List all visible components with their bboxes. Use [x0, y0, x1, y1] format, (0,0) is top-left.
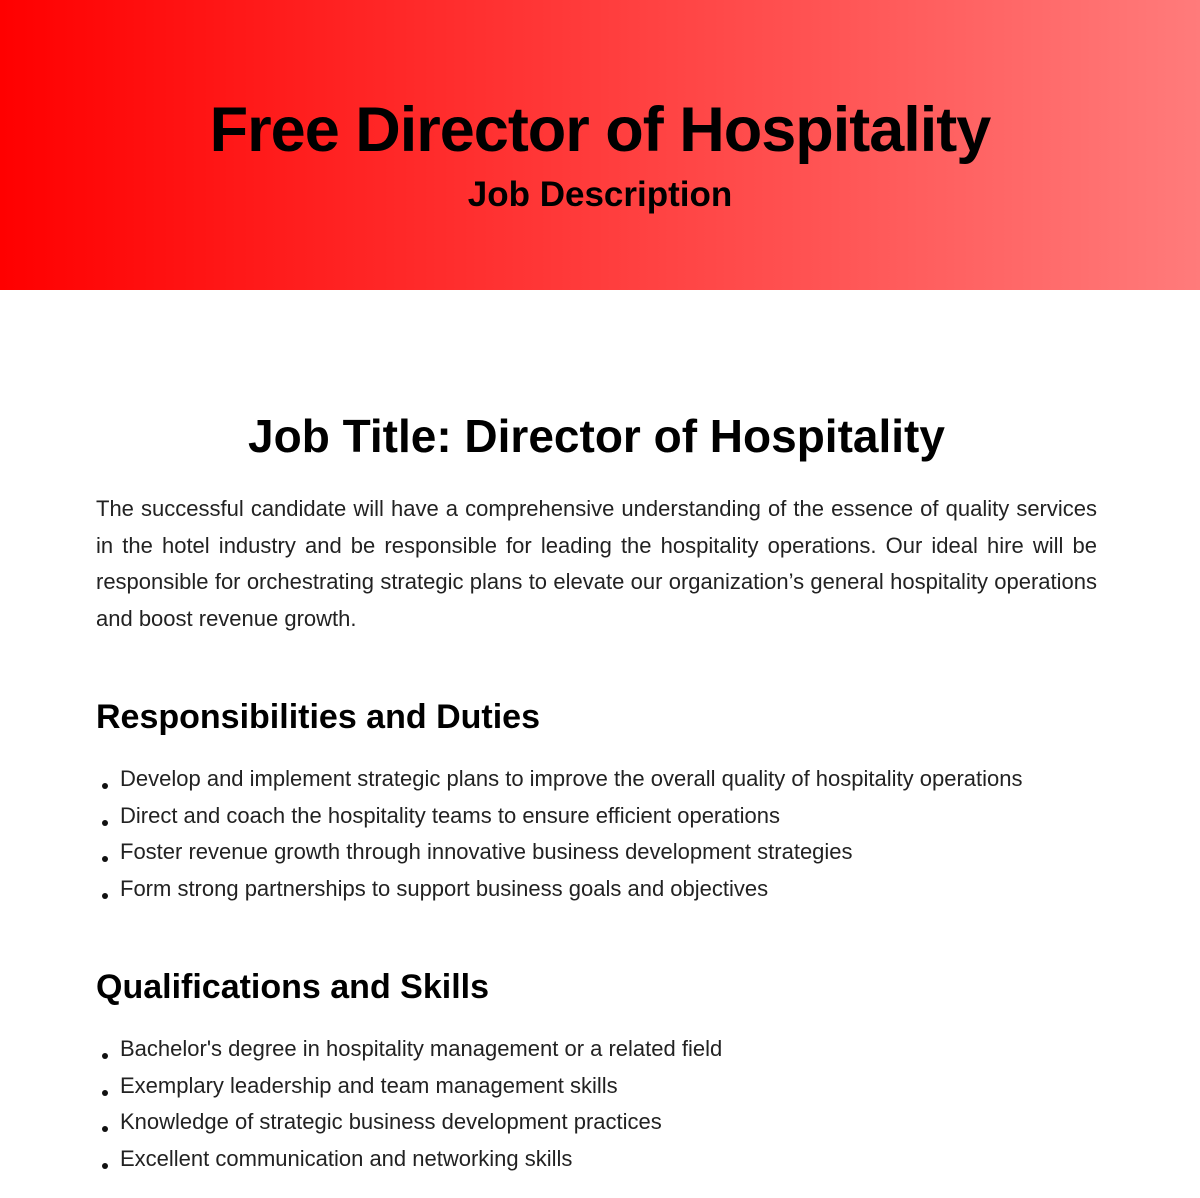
bullet-icon: [102, 1053, 108, 1059]
bullet-icon: [102, 856, 108, 862]
bullet-icon: [102, 893, 108, 899]
list-item: [96, 761, 1097, 798]
bullet-icon: [102, 783, 108, 789]
list-item-text: Develop and implement strategic plans to improve the overall quality of hospitality operations: [120, 766, 1023, 791]
bullet-icon: [102, 1126, 108, 1132]
list-item-text: Direct and coach the hospitality teams to ensure efficient operations: [120, 802, 780, 828]
list-item-text: Excellent communication and networking skills: [120, 1145, 573, 1171]
section-heading: Responsibilities and Duties: [96, 698, 540, 736]
job-title: Job Title: Director of Hospitality: [248, 410, 945, 462]
qualifications-list: [96, 1031, 1097, 1177]
list-item: [96, 1104, 1097, 1141]
list-item-text: Form strong partnerships to support business goals and objectives: [120, 875, 769, 901]
bullet-icon: [102, 1090, 108, 1096]
bullet-icon: [102, 1163, 108, 1169]
list-item: [96, 871, 1097, 908]
qualifications-section: [96, 965, 1097, 1177]
list-item-text: Foster revenue growth through innovative business development strategies: [120, 839, 853, 864]
list-item-text: Exemplary leadership and team management skills: [120, 1072, 618, 1098]
header-banner: [0, 0, 1200, 290]
list-item: [96, 1031, 1097, 1068]
list-item: [96, 798, 1097, 835]
document-subtitle: Job Description: [467, 175, 733, 214]
list-item-text: Bachelor's degree in hospitality management or a related field: [120, 1036, 723, 1061]
list-item: [96, 1141, 1097, 1178]
document-body: [0, 408, 1200, 1177]
list-item: [96, 1068, 1097, 1105]
document-title: Free Director of Hospitality: [209, 95, 991, 165]
list-item-text: Knowledge of strategic business development practices: [120, 1109, 662, 1134]
bullet-icon: [102, 820, 108, 826]
responsibilities-section: [96, 695, 1097, 907]
responsibilities-list: [96, 761, 1097, 907]
section-heading: Qualifications and Skills: [96, 968, 489, 1006]
list-item: [96, 834, 1097, 871]
intro-paragraph: The successful candidate will have a comprehensive understanding of the essence of quality services in the hotel industry and be responsible for leading the hospitality operations. Our ideal hire will be responsible for orchestrating strategic plans to elevate our organization’s general hospitality operations and boost revenue growth.: [96, 496, 1097, 631]
